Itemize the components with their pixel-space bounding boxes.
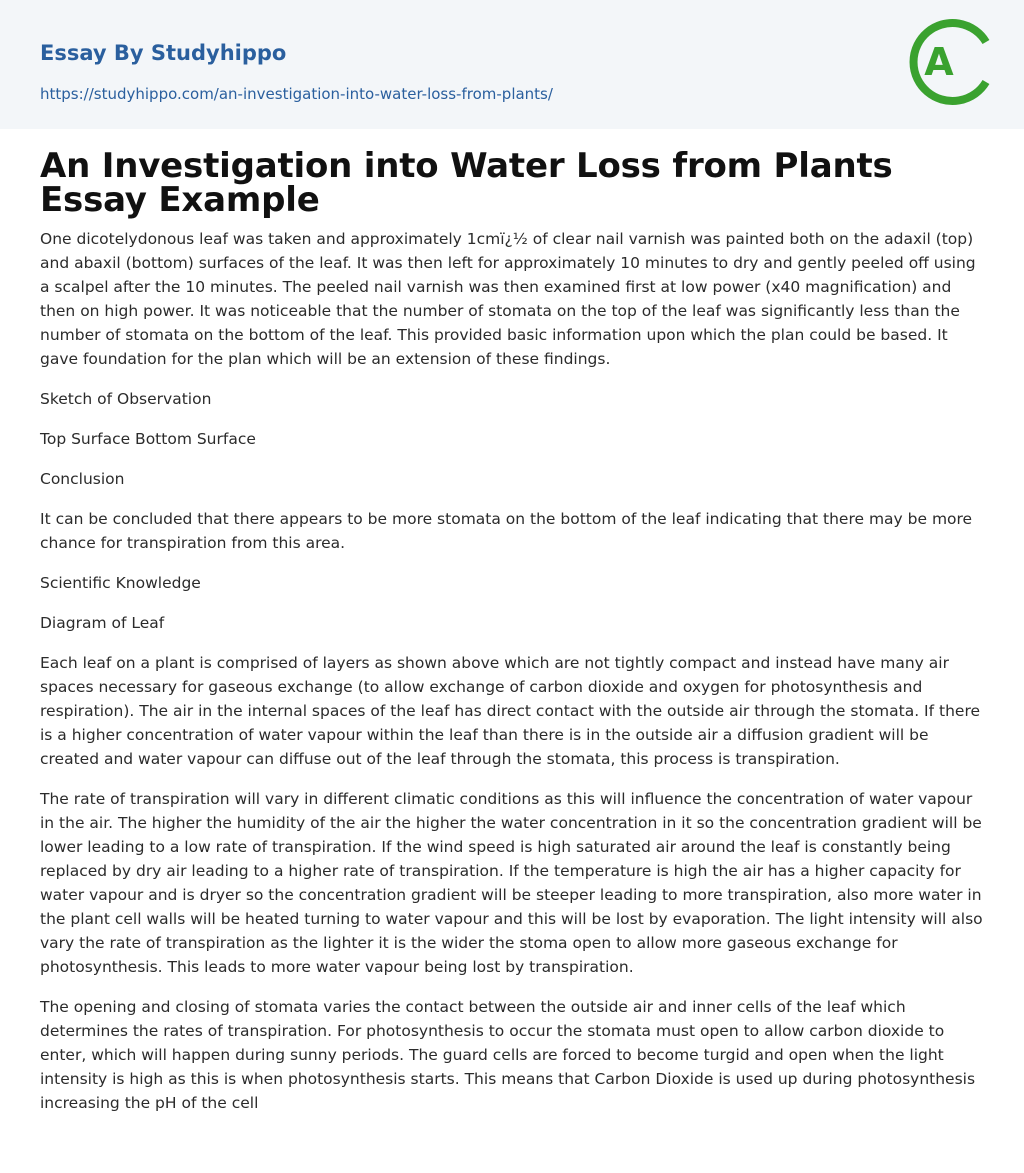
logo-letter: A <box>924 40 954 84</box>
source-url-link[interactable]: https://studyhippo.com/an-investigation-into-water-loss-from-plants/ <box>40 85 553 103</box>
heading-diagram: Diagram of Leaf <box>40 614 165 632</box>
title-line-2: Essay Example <box>40 180 320 220</box>
paragraph-transpiration-rate: The rate of transpiration will vary in different climatic conditions as this will influence the concentration of water vapour in the air. The higher the humidity of the air the higher the water concentration in it so the concentration gradient will be lower leading to a low rate of transpiration. If the wind speed is high saturated air around the leaf is constantly being replaced by dry air leading to a higher rate of transpiration. If the temperature is high the air has a higher capacity for water vapour and is dryer so the concentration gradient will be steeper leading to more transpiration, also more water in the plant cell walls will be heated turning to water vapour and this will be lost by evaporation. The light intensity will also vary the rate of transpiration as the lighter it is the wider the stoma open to allow more gaseous exchange for photosynthesis. This leads to more water vapour being lost by transpiration. <box>40 790 983 976</box>
paragraph-leaf-layers: Each leaf on a plant is comprised of layers as shown above which are not tightly compact and instead have many air spaces necessary for gaseous exchange (to allow exchange of carbon dioxide and oxygen for photosynthesis and respiration). The air in the internal spaces of the leaf has direct contact with the outside air through the stomata. If there is a higher concentration of water vapour within the leaf than there is in the outside air a diffusion gradient will be created and water vapour can diffuse out of the leaf through the stomata, this process is transpiration. <box>40 654 981 768</box>
essay-body <box>40 227 985 1115</box>
heading-surfaces: Top Surface Bottom Surface <box>40 430 256 448</box>
site-header <box>0 0 1024 129</box>
paragraph-intro: One dicotelydonous leaf was taken and approximately 1cmï¿½ of clear nail varnish was painted both on the adaxil (top) and abaxil (bottom) surfaces of the leaf. It was then left for approximately 10 minutes to dry and gently peeled off using a scalpel after the 10 minutes. The peeled nail varnish was then examined first at low power (x40 magnification) and then on high power. It was noticeable that the number of stomata on the top of the leaf was significantly less than the number of stomata on the bottom of the leaf. This provided basic information upon which the plan could be based. It gave foundation for the plan which will be an extension of these findings. <box>40 230 976 368</box>
page-title <box>40 146 985 220</box>
heading-sketch: Sketch of Observation <box>40 390 212 408</box>
heading-conclusion: Conclusion <box>40 470 125 488</box>
paragraph-stomata: The opening and closing of stomata varies the contact between the outside air and inner cells of the leaf which determines the rates of transpiration. For photosynthesis to occur the stomata must open to allow carbon dioxide to enter, which will happen during sunny periods. The guard cells are forced to become turgid and open when the light intensity is high as this is when photosynthesis starts. This means that Carbon Dioxide is used up during photosynthesis increasing the pH of the cell <box>40 998 976 1112</box>
title-line-1: An Investigation into Water Loss from Plants <box>40 146 893 186</box>
article <box>40 129 985 1131</box>
paragraph-conclusion: It can be concluded that there appears to be more stomata on the bottom of the leaf indicating that there may be more chance for transpiration from this area. <box>40 510 973 552</box>
studyhippo-logo-icon[interactable] <box>906 16 992 108</box>
brand-title[interactable]: Essay By Studyhippo <box>40 41 287 65</box>
heading-scientific-knowledge: Scientific Knowledge <box>40 574 201 592</box>
